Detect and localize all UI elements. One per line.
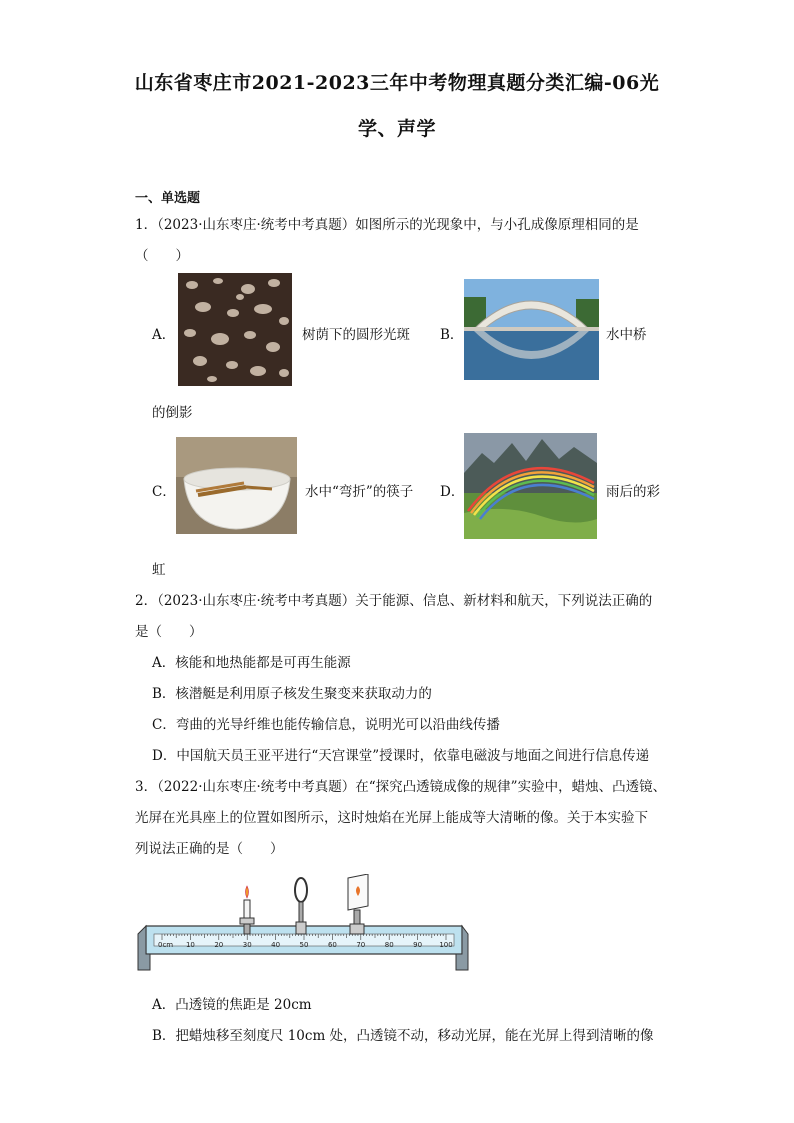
q3-optical-bench-figure [136,874,470,974]
ruler-label: 80 [384,941,394,949]
document-title-line2: 学、声学 [357,118,436,140]
q1-option-d-text: 雨后的彩 [606,484,660,500]
q1-option-a-text: 树荫下的圆形光斑 [302,327,410,343]
q1-option-a-image [178,273,292,386]
q3-option-b: B．把蜡烛移至刻度尺 10cm 处，凸透镜不动，移动光屏，能在光屏上得到清晰的像 [152,1028,654,1044]
q1-option-b-letter: B． [440,327,464,343]
q2-stem-line2: 是（ ） [135,624,203,640]
q1-option-a-letter: A． [152,327,176,343]
q1-stem-line1: 1．（2023·山东枣庄·统考中考真题）如图所示的光现象中，与小孔成像原理相同的是 [135,217,639,233]
q2-option-d: D．中国航天员王亚平进行“天宫课堂”授课时，依靠电磁波与地面之间进行信息传递 [152,748,650,764]
ruler-label: 30 [242,941,252,949]
q1-option-d-image [464,433,597,539]
ruler-label: 40 [271,941,281,949]
q1-option-c-text: 水中“弯折”的筷子 [305,484,414,500]
q1-option-b-tail: 的倒影 [152,405,193,421]
q3-stem-line1: 3．（2022·山东枣庄·统考中考真题）在“探究凸透镜成像的规律”实验中，蜡烛、凸透镜、 [135,779,667,795]
q3-stem-line3: 列说法正确的是（ ） [135,841,284,857]
q1-option-c-letter: C． [152,484,176,500]
ruler-label: 50 [299,941,309,949]
q2-option-c: C．弯曲的光导纤维也能传输信息，说明光可以沿曲线传播 [152,717,500,733]
q1-stem-line2: （ ） [135,248,189,264]
q1-option-d-tail: 虹 [152,562,166,578]
ruler-label: 10 [185,941,195,949]
ruler-label: 60 [327,941,337,949]
ruler-label: 0cm [158,941,174,949]
q2-option-a: A．核能和地热能都是可再生能源 [152,655,351,671]
ruler-label: 90 [413,941,423,949]
ruler-label: 70 [356,941,366,949]
ruler-label: 100 [439,941,453,949]
section-heading: 一、单选题 [135,191,201,206]
q2-stem-line1: 2．（2023·山东枣庄·统考中考真题）关于能源、信息、新材料和航天，下列说法正确的 [135,593,653,609]
document-title-line1: 山东省枣庄市2021-2023三年中考物理真题分类汇编-06光 [134,72,660,94]
q1-option-b-image [464,279,599,380]
q2-option-b: B．核潜艇是利用原子核发生聚变来获取动力的 [152,686,432,702]
q3-stem-line2: 光屏在光具座上的位置如图所示，这时烛焰在光屏上能成等大清晰的像。关于本实验下 [135,810,648,826]
q1-option-b-text: 水中桥 [606,327,647,343]
ruler-label: 20 [214,941,224,949]
q3-option-a: A．凸透镜的焦距是 20cm [152,997,312,1013]
q1-option-c-image [176,437,297,534]
q1-option-d-letter: D． [440,484,465,500]
